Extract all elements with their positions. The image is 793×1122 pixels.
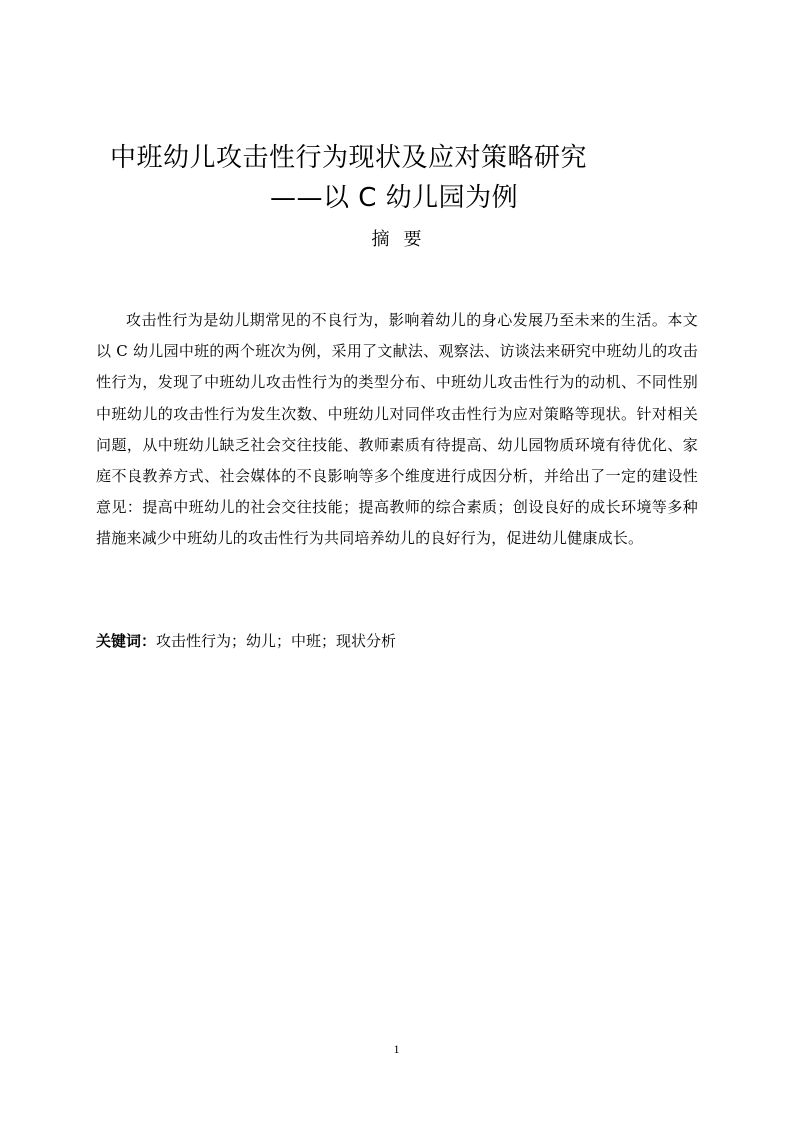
keywords-value: 攻击性行为；幼儿；中班；现状分析: [156, 632, 397, 650]
keywords-line: [96, 629, 698, 653]
paper-title: 中班幼儿攻击性行为现状及应对策略研究: [110, 143, 588, 173]
keywords-label: 关键词：: [96, 632, 157, 650]
page-number: 1: [393, 1042, 400, 1056]
abstract-heading: 摘要: [371, 229, 436, 250]
paper-subtitle: ——以 C 幼儿园为例: [270, 183, 519, 213]
abstract-body: 攻击性行为是幼儿期常见的不良行为，影响着幼儿的身心发展乃至未来的生活。本文以 C 幼儿园中班的两个班次为例，采用了文献法、观察法、访谈法来研究中班幼儿的攻击性行为，发现了中班幼儿攻击性行为的类型分布、中班幼儿攻击性行为的动机、不同性别中班幼儿的攻击性行为发生次数、中班幼儿对同伴攻击性行为应对策略等现状。针对相关问题，从中班幼儿缺乏社会交往技能、教师素质有待提高、幼儿园物质环境有待优化、家庭不良教养方式、社会媒体的不良影响等多个维度进行成因分析，并给出了一定的建设性意见：提高中班幼儿的社会交往技能；提高教师的综合素质；创设良好的成长环境等多种措施来减少中班幼儿的攻击性行为共同培养幼儿的良好行为，促进幼儿健康成长。: [96, 311, 698, 548]
